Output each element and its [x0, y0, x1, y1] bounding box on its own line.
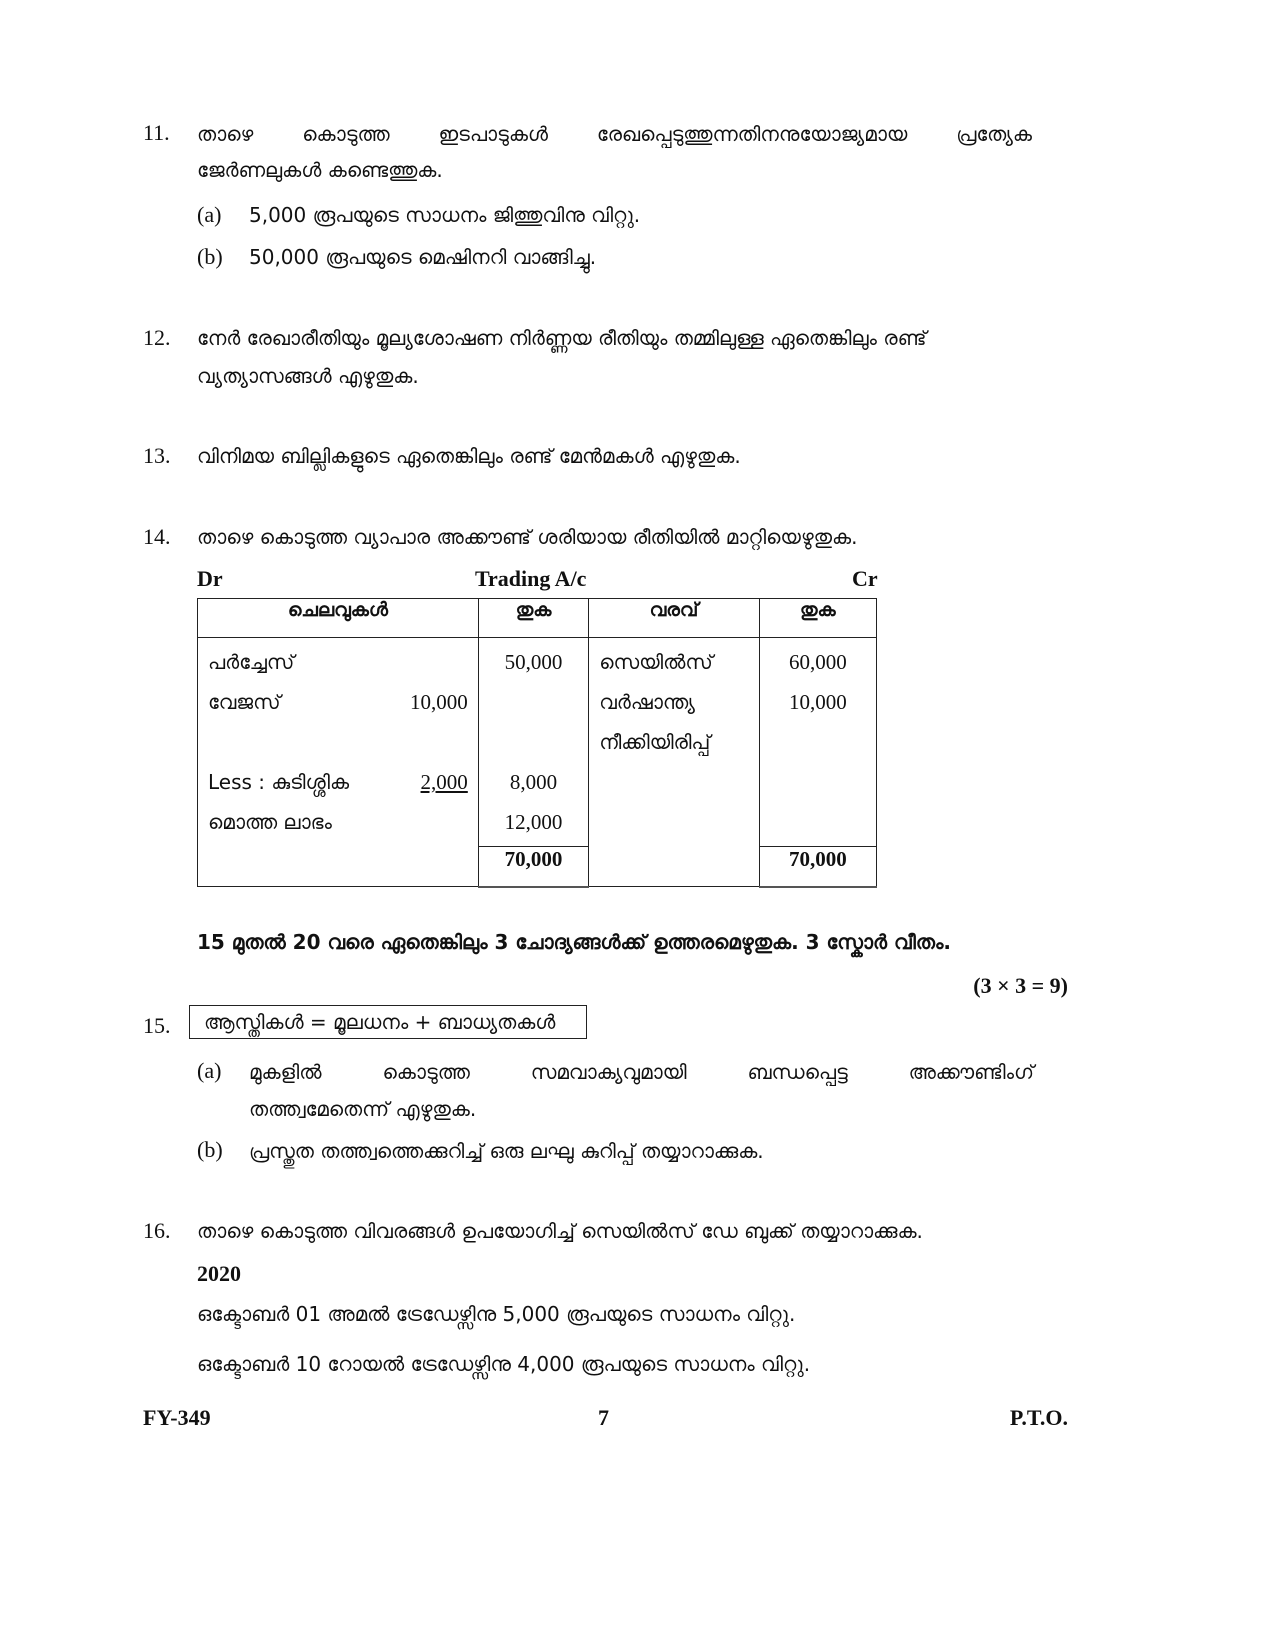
part-text: 5,000 രൂപയുടെ സാധനം ജിത്തുവിനു വിറ്റു. [249, 203, 641, 227]
debit-inner: 10,000 [410, 690, 468, 714]
question-number: 14. [143, 524, 171, 549]
pto-label: P.T.O. [1009, 1405, 1068, 1430]
question-text-line2: വ്യത്യാസങ്ങൾ എഴുതുക. [197, 364, 419, 388]
dr-label: Dr [197, 566, 223, 591]
credit-label: വർഷാന്ത്യ [599, 690, 695, 714]
word: രേഖപ്പെടുത്തുന്നതിനനുയോജ്യമായ [596, 122, 908, 146]
question-text: താഴെ കൊടുത്ത വിവരങ്ങൾ ഉപയോഗിച്ച് സെയിൽസ് ഡേ ബുക്ക് തയ്യാറാക്കുക. [197, 1219, 923, 1243]
debit-label: മൊത്ത ലാഭം [208, 810, 332, 834]
credit-label: സെയിൽസ് [599, 650, 713, 674]
word: ബന്ധപ്പെട്ട [747, 1060, 848, 1084]
part-text-line2: തത്ത്വമേതെന്ന് എഴുതുക. [249, 1097, 477, 1121]
word: പ്രത്യേക [956, 122, 1032, 146]
credit-label: നീക്കിയിരിപ്പ് [599, 730, 711, 754]
question-number: 16. [143, 1218, 171, 1243]
part-label: (a) [197, 1058, 222, 1083]
question-text [197, 122, 1032, 146]
part-text: 50,000 രൂപയുടെ മെഷിനറി വാങ്ങിച്ചു. [249, 245, 597, 269]
header-income: വരവ് [589, 599, 759, 638]
total-credit: 70,000 [759, 847, 876, 887]
word: കൊടുത്ത [382, 1060, 470, 1084]
debit-row [208, 682, 468, 722]
part-text [249, 1060, 1034, 1084]
question-number: 12. [143, 325, 171, 350]
debit-amount [489, 682, 578, 722]
paper-code: FY-349 [143, 1405, 211, 1430]
debit-row [208, 642, 468, 682]
part-label: (b) [197, 244, 223, 269]
year: 2020 [197, 1261, 241, 1286]
header-amount: തുക [478, 599, 588, 638]
question-text: താഴെ കൊടുത്ത വ്യാപാര അക്കൗണ്ട് ശരിയായ രീതിയിൽ മാറ്റിയെഴുതുക. [197, 525, 858, 549]
debit-row [208, 762, 468, 802]
debit-label: Less : കുടിശ്ശിക [208, 770, 350, 794]
header-amount: തുക [759, 599, 876, 638]
debit-label: പർച്ചേസ് [208, 650, 295, 674]
credit-amount: 10,000 [788, 690, 847, 714]
credit-amount: 60,000 [788, 650, 847, 674]
debit-amount: 50,000 [504, 650, 563, 674]
question-text: വിനിമയ ബില്ലികളുടെ ഏതെങ്കിലും രണ്ട് മേൻമകൾ എഴുതുക. [197, 444, 741, 468]
part-text: പ്രസ്തുത തത്ത്വത്തെക്കുറിച്ച് ഒരു ലഘു കുറിപ്പ് തയ്യാറാക്കുക. [249, 1139, 764, 1163]
word: അക്കൗണ്ടിംഗ് [908, 1060, 1034, 1084]
section-marks: (3 × 3 = 9) [973, 973, 1068, 998]
word: സമവാക്യവുമായി [530, 1060, 687, 1084]
entry: ഒക്ടോബർ 10 റോയൽ ട്രേഡേഴ്സിനു 4,000 രൂപയുടെ സാധനം വിറ്റു. [197, 1352, 811, 1376]
debit-row [208, 802, 468, 846]
debit-inner: 2,000 [420, 770, 468, 794]
debit-label: വേജസ് [208, 690, 281, 714]
question-text: നേർ രേഖാരീതിയും മൂല്യശോഷണ നിർണ്ണയ രീതിയും തമ്മിലുള്ള ഏതെങ്കിലും രണ്ട് [197, 326, 927, 350]
entry: ഒക്ടോബർ 01 അമൽ ട്രേഡേഴ്സിനു 5,000 രൂപയുടെ സാധനം വിറ്റു. [197, 1302, 796, 1326]
total-debit: 70,000 [478, 847, 588, 887]
question-number: 13. [143, 443, 171, 468]
page-number: 7 [598, 1405, 609, 1430]
part-label: (a) [197, 202, 222, 227]
account-title: Trading A/c [475, 566, 587, 591]
question-text-line2: ജേർണലുകൾ കണ്ടെത്തുക. [197, 158, 443, 182]
word: താഴെ [197, 122, 254, 146]
question-number: 11. [143, 120, 170, 145]
section-instruction: 15 മുതൽ 20 വരെ ഏതെങ്കിലും 3 ചോദ്യങ്ങൾക്ക് ഉത്തരമെഴുതുക. 3 സ്കോർ വീതം. [197, 930, 951, 954]
equation-box: ആസ്തികൾ = മൂലധനം + ബാധ്യതകൾ [189, 1005, 587, 1039]
word: ഇടപാടുകൾ [438, 122, 548, 146]
cr-label: Cr [852, 566, 878, 591]
debit-amount: 12,000 [504, 810, 563, 834]
trading-account-table [197, 598, 877, 888]
word: മുകളിൽ [249, 1060, 322, 1084]
question-number: 15. [143, 1013, 171, 1038]
debit-amount: 8,000 [509, 770, 558, 794]
part-label: (b) [197, 1137, 223, 1162]
header-expenses: ചെലവുകൾ [198, 599, 479, 638]
word: കൊടുത്ത [302, 122, 390, 146]
